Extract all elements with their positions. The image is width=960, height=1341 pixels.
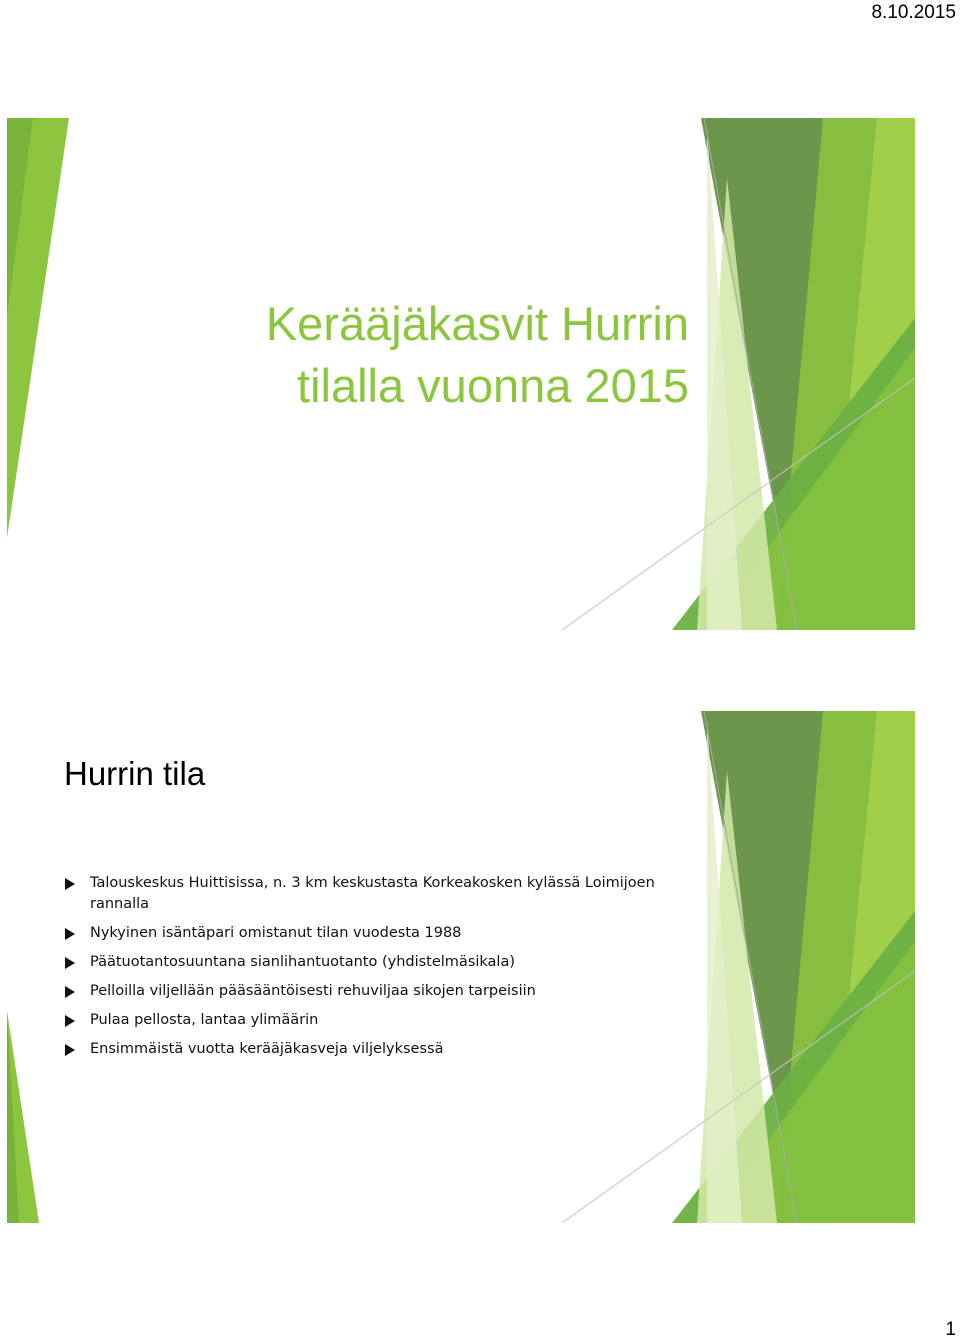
triangle-bullet-icon <box>65 986 75 998</box>
bullet-item <box>64 952 704 973</box>
triangle-bullet-icon <box>65 928 75 940</box>
triangle-bullet-icon <box>65 957 75 969</box>
bullet-item <box>64 1010 704 1031</box>
bullet-text: Nykyinen isäntäpari omistanut tilan vuodesta 1988 <box>90 925 462 941</box>
slide-2-title: Hurrin tila <box>64 755 206 792</box>
bullet-item <box>64 923 704 944</box>
page-date: 8.10.2015 <box>871 2 956 23</box>
triangle-bullet-icon <box>65 878 75 890</box>
slide-1 <box>7 118 915 630</box>
title-line-2: tilalla vuonna 2015 <box>297 359 689 412</box>
bullet-text: Pelloilla viljellään pääsääntöisesti rehuviljaa sikojen tarpeisiin <box>90 983 536 999</box>
bullet-text: Talouskeskus Huittisissa, n. 3 km keskustasta Korkeakosken kylässä Loimijoen rannalla <box>90 875 655 912</box>
title-line-1: Kerääjäkasvit Hurrin <box>265 297 689 350</box>
bullet-text: Päätuotantosuuntana sianlihantuotanto (yhdistelmäsikala) <box>90 954 516 970</box>
slide-1-title <box>266 293 689 417</box>
bullet-item <box>64 873 704 915</box>
bullet-list <box>64 873 704 1068</box>
page-number: 1 <box>945 1319 956 1340</box>
bullet-text: Ensimmäistä vuotta kerääjäkasveja viljelyksessä <box>90 1041 444 1057</box>
bullet-item <box>64 981 704 1002</box>
triangle-bullet-icon <box>65 1015 75 1027</box>
bullet-text: Pulaa pellosta, lantaa ylimäärin <box>90 1012 319 1028</box>
bullet-item <box>64 1039 704 1060</box>
slide-2 <box>7 711 915 1223</box>
triangle-bullet-icon <box>65 1044 75 1056</box>
